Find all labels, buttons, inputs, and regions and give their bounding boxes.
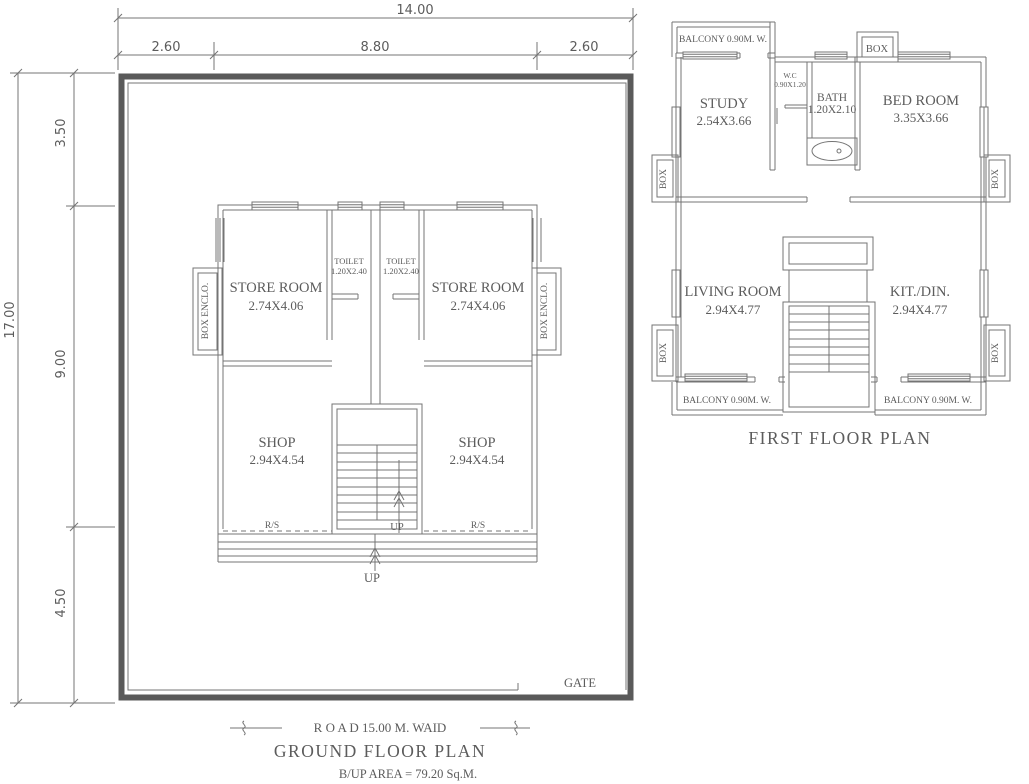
dim-width-seg-2: 8.80 [360,40,390,55]
gate-label: GATE [564,676,596,690]
balcony-bottom-right-label: BALCONY 0.90M. W. [883,396,973,406]
balcony-top-label: BALCONY 0.90M. W. [678,35,768,45]
toilet-right-size: 1.20X2.40 [383,266,419,276]
ground-floor-plan [3,3,637,781]
toilet-left-size: 1.20X2.40 [331,266,367,276]
store-room-right-size: 2.74X4.06 [450,298,506,313]
built-up-area-note: B/UP AREA = 79.20 Sq.M. [338,767,478,781]
balcony-bottom-left [672,382,783,415]
box-left-upper [652,155,678,202]
first-floor-plan [652,22,1010,448]
dim-height-total: 17.00 [3,301,18,339]
shop-left-size: 2.94X4.54 [249,452,305,467]
road-label: R O A D 15.00 M. WAID [313,720,447,735]
balcony-bottom-left-label: BALCONY 0.90M. W. [682,396,772,406]
box-left-lower [652,325,678,381]
study-size: 2.54X3.66 [696,113,752,128]
bathtub [807,138,857,165]
box-right-upper [984,155,1010,202]
first-staircase [783,237,875,412]
entry-up-arrow [370,534,380,571]
box-right-upper-label: BOX [991,168,1001,190]
compound-wall [122,77,631,698]
box-right-lower-label: BOX [991,342,1001,364]
kitchen-dining-label: KIT./DIN. [889,284,951,300]
entry-up-label: UP [364,571,380,585]
ground-staircase [332,404,422,534]
shutter-left-label: R/S [264,521,280,531]
first-floor-title: FIRST FLOOR PLAN [748,428,932,448]
shop-left-label: SHOP [258,435,296,451]
box-enclosure-right [532,268,561,355]
wc-size: 0.90X1.20 [774,80,806,89]
store-room-right-label: STORE ROOM [431,280,525,296]
entry-steps [218,534,537,585]
kitchen-dining-size: 2.94X4.77 [892,302,948,317]
store-room-left-size: 2.74X4.06 [248,298,304,313]
bath-size: 1.20X2.10 [807,104,857,116]
bedroom-label: BED ROOM [882,93,960,109]
dim-width-total: 14.00 [396,3,434,18]
living-room-label: LIVING ROOM [684,284,782,300]
box-enclosure-left-label: BOX ENCLO. [201,282,211,340]
bath-label: BATH [816,92,848,104]
balcony-bottom-right [875,396,986,415]
ground-dimension-lines [10,8,637,707]
shutter-right-label: R/S [470,521,486,531]
box-enclosure-right-label: BOX ENCLO. [540,282,550,340]
ground-floor-title: GROUND FLOOR PLAN [273,741,487,761]
toilet-left-label: TOILET [334,256,364,266]
box-left-lower-label: BOX [659,342,669,364]
first-building-walls [676,22,986,415]
stair-up-label: UP [390,522,404,533]
shop-right-label: SHOP [458,435,496,451]
shop-right-size: 2.94X4.54 [449,452,505,467]
wc-label: W.C [783,71,797,80]
study-label: STUDY [699,96,749,112]
box-left-upper-label: BOX [659,168,669,190]
living-room-size: 2.94X4.77 [705,302,761,317]
toilet-right-label: TOILET [386,256,416,266]
dim-height-seg-1: 3.50 [54,118,69,148]
dim-width-seg-1: 2.60 [151,40,181,55]
dim-width-seg-3: 2.60 [569,40,599,55]
box-top [857,32,898,62]
box-top-label: BOX [865,44,889,55]
box-right-lower [984,325,1010,381]
bedroom-size: 3.35X3.66 [893,110,949,125]
dim-height-seg-3: 4.50 [54,588,69,618]
dim-height-seg-2: 9.00 [54,349,69,379]
store-room-left-label: STORE ROOM [229,280,323,296]
ground-windows [216,202,541,262]
